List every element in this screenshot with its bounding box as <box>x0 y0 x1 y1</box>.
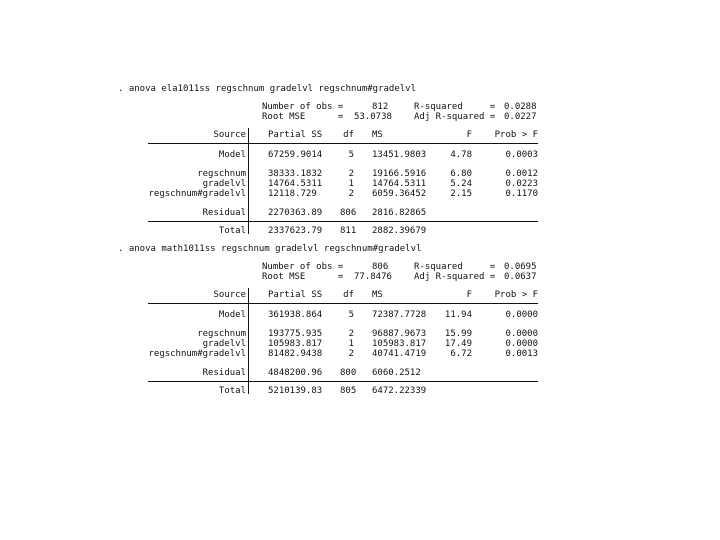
r2-value: 0.0288 <box>504 102 537 112</box>
row-ms: 13451.9803 <box>372 150 427 160</box>
row-df: 2 <box>348 349 354 359</box>
row-f: 4.78 <box>450 150 472 160</box>
row-ms: 72387.7728 <box>372 310 427 320</box>
row-df: 811 <box>340 226 357 236</box>
rmse-value: 53.0738 <box>354 112 392 122</box>
row-p: 0.0012 <box>505 169 538 179</box>
row-ss: 12118.729 <box>268 189 317 199</box>
row-source: gradelvl <box>202 179 246 189</box>
row-ms: 19166.5916 <box>372 169 427 179</box>
row-ms: 40741.4719 <box>372 349 427 359</box>
row-source: regschnum <box>197 169 246 179</box>
row-ss: 2337623.79 <box>268 226 323 236</box>
row-source: Model <box>218 310 246 320</box>
row-source: Total <box>218 226 246 236</box>
row-ms: 96887.9673 <box>372 329 427 339</box>
row-f: 6.72 <box>450 349 472 359</box>
row-ss: 4848200.96 <box>268 368 323 378</box>
total-rule <box>148 221 538 222</box>
anova-table <box>118 130 538 236</box>
row-df: 5 <box>348 310 354 320</box>
table-row <box>118 189 538 199</box>
table-row <box>118 169 538 179</box>
row-source: gradelvl <box>202 339 246 349</box>
row-p: 0.0000 <box>505 310 538 320</box>
rmse-label: Root MSE = <box>262 272 344 282</box>
table-row <box>118 310 538 320</box>
header-f: F <box>466 130 472 140</box>
row-source: regschnum#gradelvl <box>148 189 246 199</box>
row-f: 5.24 <box>450 179 472 189</box>
header-source: Source <box>213 130 246 140</box>
nobs-value: 812 <box>372 102 389 112</box>
table-row <box>118 339 538 349</box>
row-p: 0.0000 <box>505 329 538 339</box>
row-p: 0.1170 <box>505 189 538 199</box>
header-prob: Prob > F <box>494 290 538 300</box>
table-row <box>118 226 538 236</box>
row-ms: 14764.5311 <box>372 179 427 189</box>
table-header <box>118 290 538 300</box>
table-row <box>118 329 538 339</box>
adjr2-label: Adj R-squared = <box>414 112 496 122</box>
anova-table <box>118 290 538 396</box>
row-ms: 6060.2512 <box>372 368 421 378</box>
header-df: df <box>343 130 354 140</box>
row-p: 0.0003 <box>505 150 538 160</box>
row-ms: 2882.39679 <box>372 226 427 236</box>
row-p: 0.0000 <box>505 339 538 349</box>
row-p: 0.0013 <box>505 349 538 359</box>
row-source: Residual <box>202 208 246 218</box>
row-df: 2 <box>348 189 354 199</box>
row-f: 17.49 <box>444 339 472 349</box>
header-ms: MS <box>372 290 383 300</box>
command-line: . anova math1011ss regschnum gradelvl regschnum#gradelvl <box>118 244 422 254</box>
row-ss: 361938.864 <box>268 310 323 320</box>
header-prob: Prob > F <box>494 130 538 140</box>
table-row <box>118 386 538 396</box>
row-df: 805 <box>340 386 357 396</box>
header-partial-ss: Partial SS <box>268 130 323 140</box>
r2-label: R-squared = <box>414 102 496 112</box>
adjr2-value: 0.0637 <box>504 272 537 282</box>
header-f: F <box>466 290 472 300</box>
row-df: 1 <box>348 339 354 349</box>
rmse-value: 77.8476 <box>354 272 392 282</box>
row-ss: 105983.817 <box>268 339 323 349</box>
anova-output-math <box>118 244 558 396</box>
row-f: 6.80 <box>450 169 472 179</box>
row-source: Residual <box>202 368 246 378</box>
row-ss: 193775.935 <box>268 329 323 339</box>
row-ss: 2270363.89 <box>268 208 323 218</box>
table-header <box>118 130 538 140</box>
row-ss: 5210139.83 <box>268 386 323 396</box>
row-ss: 81482.9438 <box>268 349 323 359</box>
adjr2-label: Adj R-squared = <box>414 272 496 282</box>
row-df: 806 <box>340 208 357 218</box>
row-df: 2 <box>348 169 354 179</box>
command-line: . anova ela1011ss regschnum gradelvl regschnum#gradelvl <box>118 84 417 94</box>
row-ms: 105983.817 <box>372 339 427 349</box>
nobs-label: Number of obs = <box>262 102 344 112</box>
header-source: Source <box>213 290 246 300</box>
row-ms: 6059.36452 <box>372 189 427 199</box>
nobs-value: 806 <box>372 262 389 272</box>
adjr2-value: 0.0227 <box>504 112 537 122</box>
table-row <box>118 150 538 160</box>
row-df: 1 <box>348 179 354 189</box>
table-row <box>118 368 538 378</box>
header-df: df <box>343 290 354 300</box>
row-f: 15.99 <box>444 329 472 339</box>
rmse-label: Root MSE = <box>262 112 344 122</box>
row-df: 5 <box>348 150 354 160</box>
header-ms: MS <box>372 130 383 140</box>
nobs-label: Number of obs = <box>262 262 344 272</box>
row-ss: 38333.1832 <box>268 169 323 179</box>
row-source: Model <box>218 150 246 160</box>
row-source: Total <box>218 386 246 396</box>
row-source: regschnum#gradelvl <box>148 349 246 359</box>
r2-value: 0.0695 <box>504 262 537 272</box>
table-row <box>118 208 538 218</box>
header-rule <box>148 143 538 144</box>
row-p: 0.0223 <box>505 179 538 189</box>
row-df: 800 <box>340 368 357 378</box>
row-f: 2.15 <box>450 189 472 199</box>
anova-output-ela <box>118 84 558 236</box>
row-ms: 6472.22339 <box>372 386 427 396</box>
r2-label: R-squared = <box>414 262 496 272</box>
row-f: 11.94 <box>444 310 472 320</box>
row-ss: 14764.5311 <box>268 179 323 189</box>
row-source: regschnum <box>197 329 246 339</box>
row-ss: 67259.9014 <box>268 150 323 160</box>
table-row <box>118 349 538 359</box>
header-rule <box>148 303 538 304</box>
header-partial-ss: Partial SS <box>268 290 323 300</box>
row-ms: 2816.82865 <box>372 208 427 218</box>
table-row <box>118 179 538 189</box>
row-df: 2 <box>348 329 354 339</box>
total-rule <box>148 381 538 382</box>
